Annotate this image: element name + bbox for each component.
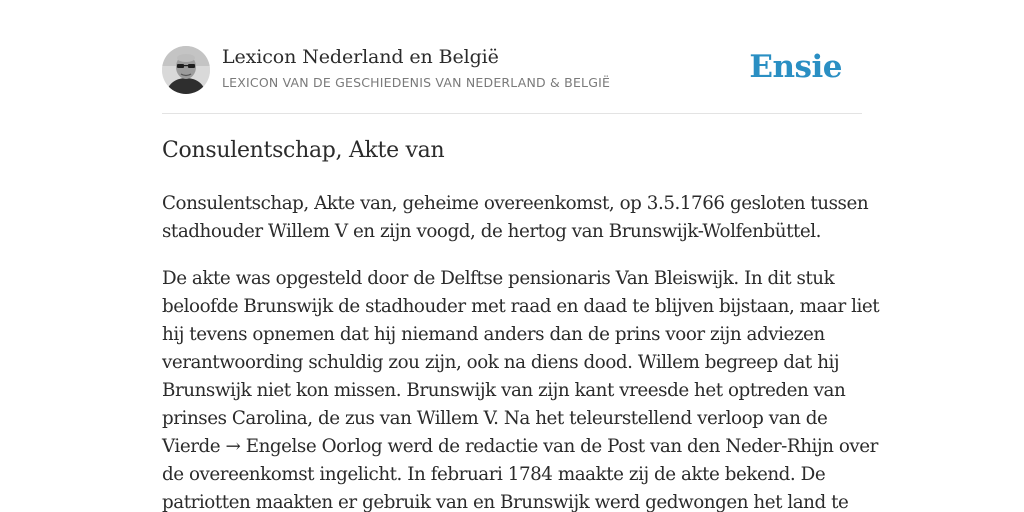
paragraph-line: patriotten maakten er gebruik van en Brunswijk werd gedwongen het land te — [162, 492, 849, 512]
paragraph-line: verantwoording schuldig zou zijn, ook na diens dood. Willem begreep dat hij — [162, 352, 840, 373]
header-divider — [162, 113, 862, 114]
paragraph-line: Consulentschap, Akte van, geheime overeenkomst, op 3.5.1766 gesloten tussen — [162, 193, 869, 214]
paragraph-text: Vierde — [162, 436, 226, 457]
article-title: Consulentschap, Akte van — [162, 138, 445, 163]
avatar-portrait-icon — [162, 46, 210, 94]
ensie-logo-link[interactable]: Ensie — [749, 49, 842, 85]
author-avatar[interactable] — [162, 46, 210, 94]
paragraph-line: prinses Carolina, de zus van Willem V. Na het teleurstellend verloop van de — [162, 408, 828, 429]
article-paragraph-1 — [162, 190, 869, 246]
paragraph-line: stadhouder Willem V en zijn voogd, de hertog van Brunswijk-Wolfenbüttel. — [162, 221, 821, 242]
lexicon-subtitle: LEXICON VAN DE GESCHIEDENIS VAN NEDERLAND & BELGIË — [222, 75, 611, 90]
cross-reference-link[interactable]: → Engelse Oorlog — [225, 436, 383, 457]
paragraph-line: de overeenkomst ingelicht. In februari 1784 maakte zij de akte bekend. De — [162, 464, 826, 485]
paragraph-line-with-link — [162, 433, 878, 461]
paragraph-line: De akte was opgesteld door de Delftse pensionaris Van Bleiswijk. In dit stuk — [162, 268, 835, 289]
paragraph-line: hij tevens opnemen dat hij niemand anders dan de prins voor zijn adviezen — [162, 324, 825, 345]
paragraph-line: Brunswijk niet kon missen. Brunswijk van zijn kant vreesde het optreden van — [162, 380, 846, 401]
lexicon-header — [162, 46, 862, 96]
article-paragraph-2 — [162, 265, 880, 512]
paragraph-text: werd de redactie van de Post van den Neder-Rhijn over — [382, 436, 878, 457]
paragraph-line: beloofde Brunswijk de stadhouder met raad en daad te blijven bijstaan, maar liet — [162, 296, 880, 317]
lexicon-title[interactable]: Lexicon Nederland en België — [222, 46, 499, 68]
